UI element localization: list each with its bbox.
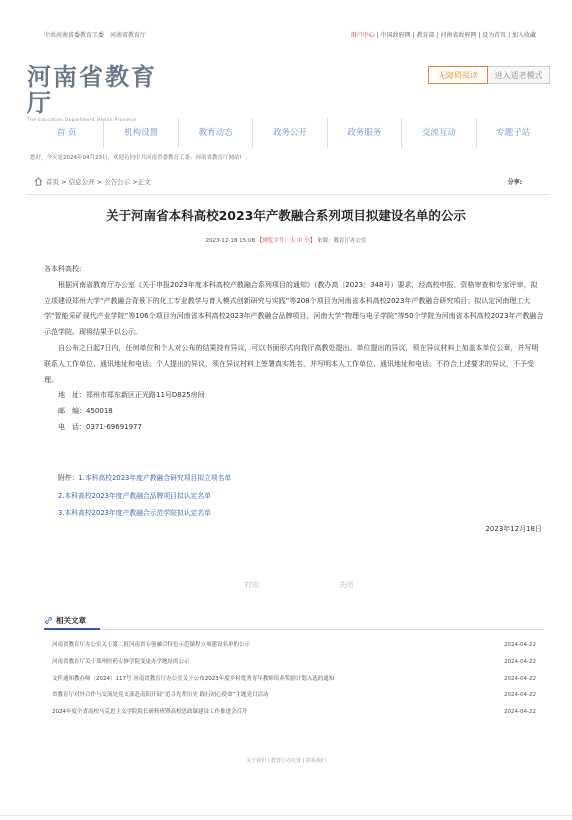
site-logo[interactable] [27, 62, 167, 123]
attachments [58, 470, 231, 523]
list-item[interactable] [44, 687, 544, 704]
nav-item-gov-info[interactable]: 政务公开 [253, 118, 327, 148]
nav-item-interact[interactable]: 交流互动 [402, 118, 476, 148]
share-label: 分享: [507, 179, 522, 186]
attachment-label: 附件： [58, 474, 79, 482]
related-item-date: 2024-04-22 [504, 709, 536, 716]
article-title: 关于河南省本科高校2023年产教融合系列项目拟建设名单的公示 [106, 208, 466, 223]
related-item-title[interactable]: 河南省教育厅关于郑州医药专修学院变更办学地址的公示 [52, 658, 190, 665]
paragraph-2: 自公布之日起7日内，任何单位和个人对公布的结果持有异议，可以书面形式向我厅高教处提出。单位提出的异议，须在异议材料上加盖本单位公章，并写明联系人工作单位、通讯地址和电话。个人提出的异议，须在异议材料上签署真实姓名，并写明本人工作单位、通讯地址和电话。不符合上述要求的异议，不予受理。 [44, 343, 539, 384]
related-item-title[interactable]: 文件通知教办师〔2024〕117号 河南省教育厅办公室关于公布2023年度乡村优秀青年教师培养奖励计划入选的通知 [52, 675, 335, 682]
related-item-title[interactable]: 河南省教育厅办公室关于第二批河南省专创融合特色示范课程立项建设名单的公示 [52, 642, 251, 648]
logo-en-text: The Education Department Henan Province [27, 118, 137, 123]
font-size-control[interactable]: 【浏览字号：大 中 小】 [256, 238, 316, 244]
list-item[interactable] [44, 654, 544, 671]
list-item[interactable] [44, 704, 544, 721]
nav-item-news[interactable]: 教育动态 [179, 118, 253, 148]
related-list [44, 637, 544, 721]
top-links-rest[interactable]: | 中国政府网 | 教育部 | 河南省政府网 | 设为首页 | 加入收藏 [374, 32, 536, 39]
sign-date: 2023年12月18日 [485, 525, 542, 533]
related-item-title[interactable]: 2024年度全省高校马克思主义学院院长研修班暨高校思政课建设工作推进会召开 [52, 709, 248, 716]
accessible-reading-button[interactable]: 无障碍阅读 [428, 66, 488, 84]
close-button[interactable]: 关闭 [339, 581, 353, 589]
phone-line: 电 话：0371-69691977 [58, 422, 142, 431]
logo-cn-text: 河南省教育厅 [27, 62, 157, 117]
postcode-line: 邮 编：450018 [58, 407, 113, 416]
top-org-name: 中共河南省委教育工委 河南省教育厅 [44, 32, 147, 39]
link-icon [44, 616, 53, 625]
bottom-divider [0, 815, 572, 816]
print-button[interactable]: 打印 [245, 581, 259, 589]
home-icon[interactable] [34, 177, 43, 186]
footer-links[interactable]: 关于我们 | 教育厅办位置 | 联系我们 [246, 758, 326, 764]
nav-item-org[interactable]: 机构设置 [104, 118, 178, 148]
nav-item-topics[interactable]: 专题子站 [496, 128, 531, 138]
salutation: 各本科高校: [44, 265, 82, 273]
nav-item-home[interactable]: 首 页 [30, 118, 104, 148]
address-line: 地 址：郑州市郑东新区正光路11号D825房间 [58, 391, 205, 400]
list-item[interactable] [44, 637, 544, 654]
article-meta [0, 236, 572, 244]
attachment-link-1[interactable]: 1.本科高校2023年度产教融合研究项目拟立项名单 [78, 474, 232, 482]
breadcrumb [34, 177, 151, 186]
related-header [44, 615, 544, 630]
article-actions [245, 580, 433, 590]
list-item[interactable] [44, 671, 544, 688]
breadcrumb-text[interactable]: 首页 > 信息公开 > 公告公示 >正文 [46, 178, 151, 186]
article-date: 2023-12-18 15:08 [205, 238, 256, 244]
related-item-title[interactable]: 省教育厅对外合作与交流处党支部赴南阳开展“追寻先辈历史 践行初心使命”主题党日活动 [52, 692, 269, 699]
top-bar [0, 0, 572, 46]
related-item-date: 2024-04-22 [504, 692, 536, 699]
attachment-link-2[interactable]: 2.本科高校2023年度产教融合品牌项目拟认定名单 [58, 491, 211, 500]
related-item-date: 2024-04-22 [504, 675, 536, 682]
article-source: 来源：教育厅办公室 [317, 238, 367, 244]
main-nav [30, 118, 550, 148]
welcome-text: 您好，今天是2024年04月23日，欢迎访问中共河南省委教育工委、河南省教育厅网站! [30, 155, 242, 161]
attachment-link-3[interactable]: 3.本科高校2023年度产教融合示范学院拟认定名单 [58, 509, 211, 517]
elder-mode-button[interactable]: 进入适老模式 [488, 66, 550, 84]
related-item-date: 2024-04-22 [504, 642, 536, 648]
user-center-link[interactable]: 用户中心 [350, 32, 375, 39]
top-links [351, 30, 536, 39]
paragraph-1: 根据河南省教育厅办公室《关于申报2023年度本科高校产教融合系列项目的通知》（教办高〔2023〕348号）要求，经高校申报、资格审查和专家评审，拟立项建设郑州大学“产教融合背景下的化工专业教学与育人模式创新研究与实践”等208个项目为河南省本科高校2023年产教融合研究项目；拟认定河南理工大学“智能采矿现代产业学院”等106个项目为河南省本科高校2023年产教融合品牌项目、河南大学“物理与电子学院”等50个学院为河南省本科高校2023年产教融合示范学院。现将结果予以公示。 [44, 280, 544, 337]
breadcrumb-bar [26, 174, 550, 195]
related-item-date: 2024-04-22 [504, 658, 536, 665]
related-title [44, 615, 100, 630]
related-heading-text: 相关文章 [56, 616, 86, 625]
nav-item-gov-service[interactable]: 政务服务 [328, 118, 402, 148]
article-body [44, 262, 544, 436]
